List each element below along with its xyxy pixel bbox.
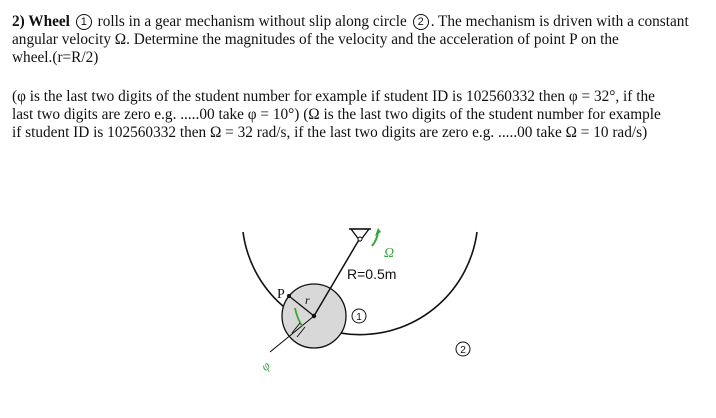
top-pin-support xyxy=(349,229,371,241)
note-line-3: if student ID is 102560332 then Ω = 32 rad/s, if the last two digits are zero e.g. .....00 take Ω = 10 rad/s) xyxy=(12,124,648,141)
note-line-1: (φ is the last two digits of the student number for example if student ID is 102560332 then φ = 32°, if the xyxy=(12,88,655,105)
problem-line-3: wheel.(r=R/2) xyxy=(12,49,99,66)
omega-label: Ω xyxy=(384,246,395,261)
r-label: r xyxy=(305,293,310,307)
problem-number: 2) Wheel xyxy=(12,13,70,30)
problem-text-1b: rolls in a gear mechanism without slip along circle xyxy=(97,13,407,30)
problem-text-1c: . The mechanism is driven with a constant xyxy=(430,13,689,30)
wheel-number-badge: 1 xyxy=(76,14,92,30)
phi-label: φ xyxy=(257,357,273,374)
R-label: R=0.5m xyxy=(347,266,397,282)
note-line-2: last two digits are zero e.g. .....00 take φ = 10°) (Ω is the last two digits of the student number for example xyxy=(12,106,661,123)
problem-line-2: angular velocity Ω. Determine the magnitudes of the velocity and the acceleration of point P on the xyxy=(12,31,619,48)
wheel-label: 1 xyxy=(356,312,362,323)
circle-number-badge: 2 xyxy=(413,14,429,30)
wheel-center xyxy=(312,314,316,318)
P-label: P xyxy=(277,287,285,302)
circle-label: 2 xyxy=(460,345,466,356)
point-P xyxy=(287,294,291,298)
